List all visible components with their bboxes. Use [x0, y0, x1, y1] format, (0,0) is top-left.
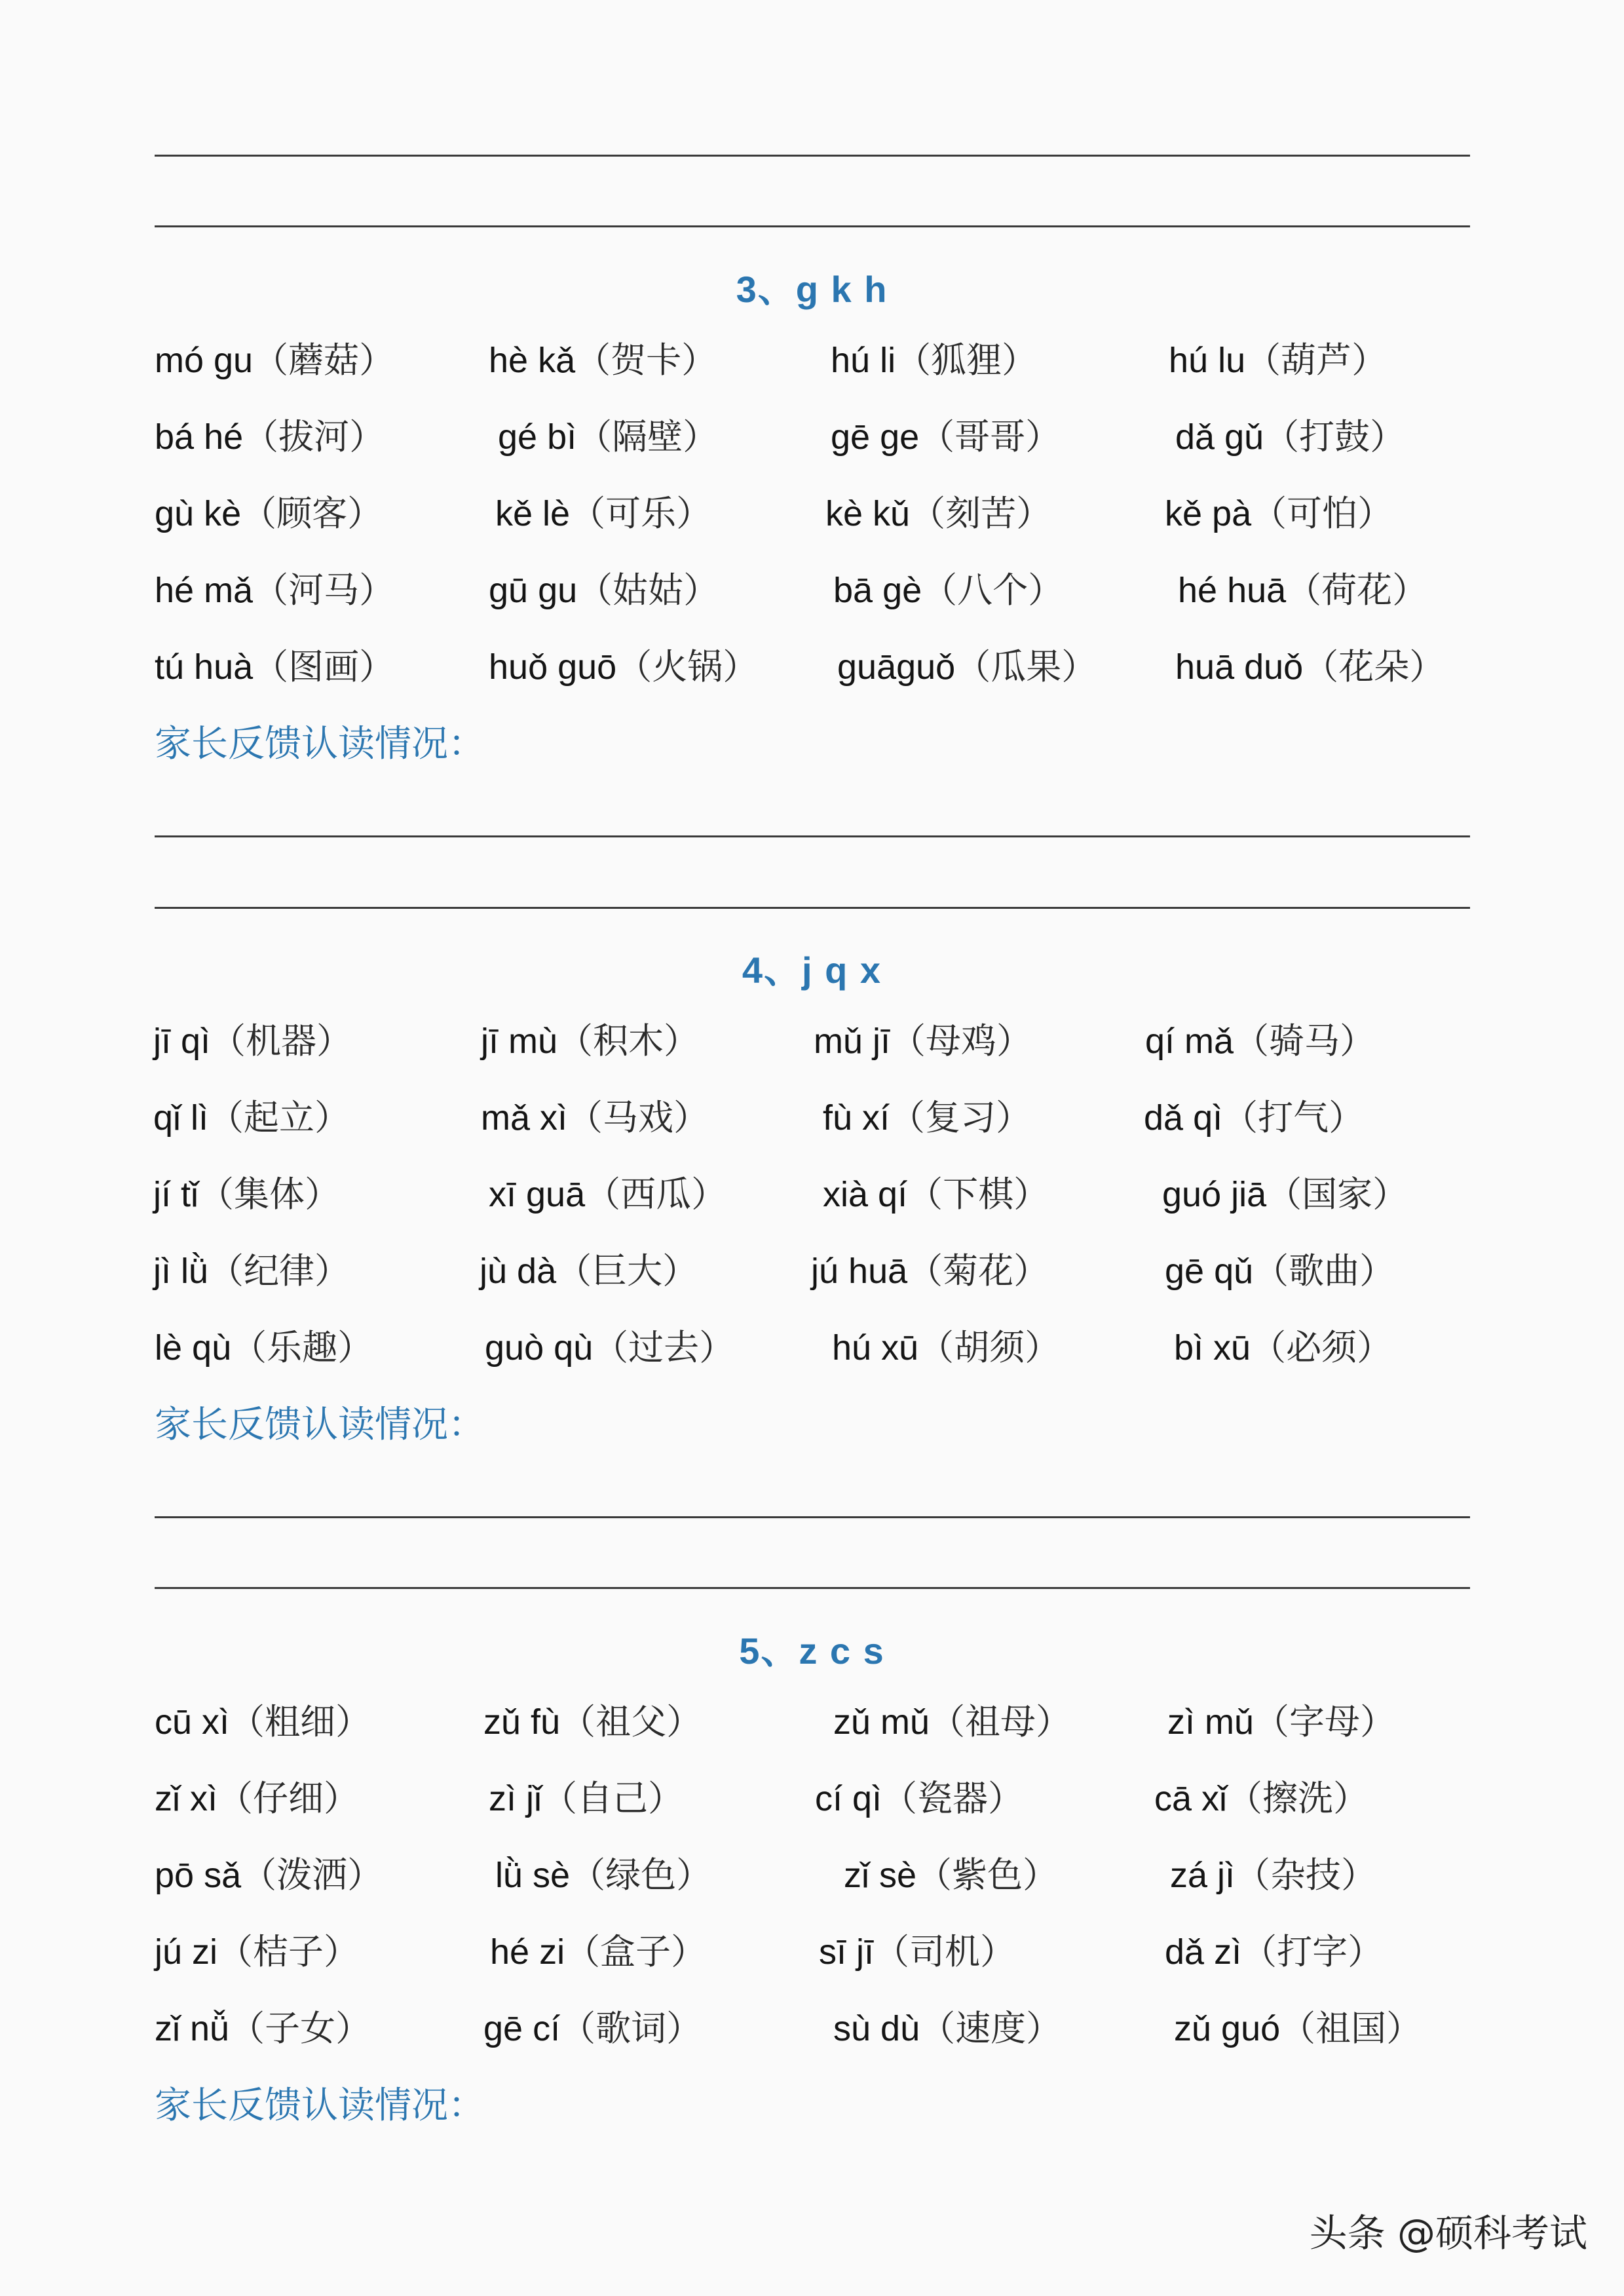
hanzi: （巨大）: [556, 1250, 698, 1292]
word-item: [489, 1772, 683, 1825]
pinyin: zǐ sè: [844, 1856, 917, 1895]
word-row: [0, 1015, 1624, 1067]
word-item: [819, 1926, 1015, 1978]
pinyin: zǐ nǚ: [155, 2009, 230, 2048]
word-row: [0, 1168, 1624, 1221]
writing-line: [155, 835, 1470, 837]
word-item: [155, 564, 394, 617]
word-row: [0, 1772, 1624, 1825]
parent-feedback-label: 家长反馈认读情况：: [155, 723, 485, 765]
hanzi: （乐趣）: [231, 1327, 373, 1368]
pinyin: hè kǎ: [489, 341, 576, 380]
writing-line: [155, 155, 1470, 157]
word-item: [823, 1092, 1031, 1144]
hanzi: （刻苦）: [910, 493, 1052, 534]
pinyin: guó jiā: [1162, 1175, 1267, 1214]
pinyin: gē cí: [483, 2009, 561, 2048]
word-row: [0, 411, 1624, 463]
pinyin: bì xū: [1174, 1328, 1251, 1368]
pinyin: guò qù: [485, 1328, 594, 1368]
word-item: [1154, 1772, 1369, 1825]
word-item: [483, 1696, 702, 1748]
hanzi: （母鸡）: [890, 1020, 1032, 1062]
hanzi: （必须）: [1251, 1327, 1393, 1368]
pinyin: gē ge: [831, 417, 920, 457]
pinyin: mǎ xì: [481, 1098, 568, 1138]
word-row: [0, 564, 1624, 617]
word-item: [825, 488, 1051, 540]
word-item: [490, 1926, 706, 1978]
word-item: [811, 1245, 1049, 1297]
word-item: [1162, 1168, 1408, 1221]
word-item: [155, 1322, 373, 1374]
word-item: [1169, 334, 1387, 387]
section-heading: 4、j q x: [742, 949, 882, 991]
word-item: [481, 1015, 699, 1067]
word-row: [0, 2002, 1624, 2055]
pinyin: gù kè: [155, 494, 242, 533]
word-item: [815, 1772, 1023, 1825]
hanzi: （马戏）: [567, 1097, 709, 1138]
hanzi: （姑姑）: [577, 569, 719, 611]
hanzi: （过去）: [593, 1327, 735, 1368]
hanzi: （胡须）: [918, 1327, 1061, 1368]
hanzi: （河马）: [253, 569, 395, 611]
word-item: [155, 1772, 359, 1825]
word-item: [481, 1092, 709, 1144]
hanzi: （打气）: [1222, 1097, 1365, 1138]
word-item: [1165, 488, 1393, 540]
hanzi: （蘑菇）: [253, 339, 395, 381]
hanzi: （祖国）: [1280, 2008, 1422, 2049]
pinyin: jī mù: [481, 1022, 558, 1061]
word-row: [0, 1849, 1624, 1902]
hanzi: （打鼓）: [1264, 416, 1406, 457]
hanzi: （祖父）: [560, 1701, 702, 1742]
hanzi: （速度）: [920, 2008, 1062, 2049]
word-item: [155, 641, 394, 693]
pinyin: xià qí: [823, 1175, 908, 1214]
hanzi: （泼洒）: [241, 1854, 383, 1896]
hanzi: （杂技）: [1235, 1854, 1377, 1896]
word-item: [1165, 1245, 1395, 1297]
hanzi: （盒子）: [565, 1931, 707, 1972]
hanzi: （仔细）: [217, 1778, 360, 1819]
word-item: [1174, 2002, 1422, 2055]
pinyin: guāguǒ: [837, 647, 956, 687]
hanzi: （西瓜）: [585, 1174, 727, 1215]
hanzi: （花朵）: [1303, 646, 1445, 687]
word-item: [1175, 411, 1405, 463]
word-item: [153, 1092, 350, 1144]
hanzi: （子女）: [229, 2008, 371, 2049]
word-item: [1175, 641, 1445, 693]
hanzi: （骑马）: [1234, 1020, 1376, 1062]
word-item: [155, 411, 385, 463]
hanzi: （顾客）: [241, 493, 383, 534]
pinyin: hú li: [831, 341, 896, 380]
pinyin: sù dù: [833, 2009, 920, 2048]
word-item: [1170, 1849, 1376, 1902]
pinyin: tú huà: [155, 647, 254, 687]
pinyin: dǎ qì: [1144, 1098, 1223, 1138]
pinyin: hé huā: [1178, 571, 1287, 610]
pinyin: kè kǔ: [825, 494, 911, 533]
word-item: [831, 411, 1061, 463]
writing-line: [155, 225, 1470, 227]
hanzi: （隔壁）: [576, 416, 719, 457]
hanzi: （绿色）: [570, 1854, 712, 1896]
hanzi: （复习）: [890, 1097, 1032, 1138]
word-item: [155, 1926, 359, 1978]
word-item: [1174, 1322, 1392, 1374]
pinyin: jí tǐ: [153, 1175, 199, 1214]
hanzi: （葫芦）: [1245, 339, 1388, 381]
hanzi: （八个）: [922, 569, 1064, 611]
hanzi: （歌曲）: [1253, 1250, 1395, 1292]
word-row: [0, 1322, 1624, 1374]
parent-feedback-label: 家长反馈认读情况：: [155, 2084, 485, 2127]
hanzi: （紫色）: [916, 1854, 1059, 1896]
hanzi: （擦洗）: [1227, 1778, 1369, 1819]
pinyin: fù xí: [823, 1098, 890, 1138]
pinyin: kě lè: [495, 494, 571, 533]
word-item: [833, 1696, 1071, 1748]
writing-line: [155, 1516, 1470, 1518]
hanzi: （字母）: [1254, 1701, 1396, 1742]
pinyin: cā xǐ: [1154, 1779, 1228, 1818]
hanzi: （可怕）: [1251, 493, 1393, 534]
word-row: [0, 1245, 1624, 1297]
word-item: [498, 411, 718, 463]
parent-feedback-label: 家长反馈认读情况：: [155, 1404, 485, 1446]
word-row: [0, 1696, 1624, 1748]
word-item: [495, 488, 711, 540]
hanzi: （下棋）: [907, 1174, 1049, 1215]
pinyin: zì mǔ: [1167, 1702, 1255, 1742]
word-item: [1178, 564, 1427, 617]
word-item: [153, 1245, 350, 1297]
pinyin: jì lǜ: [153, 1252, 209, 1291]
hanzi: （纪律）: [208, 1250, 350, 1292]
hanzi: （瓷器）: [882, 1778, 1024, 1819]
pinyin: bá hé: [155, 417, 244, 457]
section-heading: 3、g k h: [736, 269, 888, 310]
hanzi: （荷花）: [1286, 569, 1428, 611]
pinyin: gū gu: [489, 571, 578, 610]
pinyin: zǔ mǔ: [833, 1702, 930, 1742]
hanzi: （自己）: [542, 1778, 683, 1819]
pinyin: mó gu: [155, 341, 254, 380]
pinyin: zǔ guó: [1174, 2009, 1281, 2048]
hanzi: （积木）: [557, 1020, 700, 1062]
writing-line: [155, 907, 1470, 909]
hanzi: （火锅）: [616, 646, 759, 687]
hanzi: （拔河）: [243, 416, 385, 457]
section-heading: 5、z c s: [739, 1630, 885, 1672]
hanzi: （桔子）: [217, 1931, 360, 1972]
word-row: [0, 488, 1624, 540]
word-item: [155, 2002, 371, 2055]
word-item: [831, 334, 1037, 387]
hanzi: （菊花）: [907, 1250, 1049, 1292]
hanzi: （机器）: [210, 1020, 352, 1062]
pinyin: gē qǔ: [1165, 1252, 1254, 1291]
source-watermark: 头条 @硕科考试: [1309, 2211, 1587, 2255]
word-item: [1165, 1926, 1383, 1978]
pinyin: jú zi: [155, 1932, 218, 1972]
word-row: [0, 1092, 1624, 1144]
pinyin: dǎ gǔ: [1175, 417, 1264, 457]
pinyin: hú xū: [832, 1328, 919, 1368]
word-item: [1145, 1015, 1375, 1067]
writing-line: [155, 1587, 1470, 1589]
word-row: [0, 641, 1624, 693]
word-item: [495, 1849, 711, 1902]
word-item: [155, 488, 383, 540]
pinyin: hé mǎ: [155, 571, 254, 610]
pinyin: zǐ xì: [155, 1779, 218, 1818]
pinyin: jī qì: [153, 1022, 211, 1061]
hanzi: （可乐）: [570, 493, 712, 534]
pinyin: cū xì: [155, 1702, 230, 1742]
hanzi: （狐狸）: [896, 339, 1038, 381]
hanzi: （祖母）: [930, 1701, 1072, 1742]
pinyin: hé zi: [490, 1932, 565, 1972]
hanzi: （国家）: [1266, 1174, 1408, 1215]
hanzi: （贺卡）: [575, 339, 717, 381]
pinyin: zì jǐ: [489, 1779, 542, 1818]
pinyin: xī guā: [489, 1175, 586, 1214]
pinyin: sī jī: [819, 1932, 875, 1972]
pinyin: bā gè: [833, 571, 922, 610]
hanzi: （集体）: [198, 1174, 341, 1215]
word-item: [483, 2002, 702, 2055]
pinyin: zá jì: [1170, 1856, 1236, 1895]
word-item: [155, 1696, 371, 1748]
word-item: [833, 564, 1063, 617]
pinyin: cí qì: [815, 1779, 882, 1818]
hanzi: （哥哥）: [919, 416, 1061, 457]
hanzi: （歌词）: [560, 2008, 702, 2049]
word-item: [1144, 1092, 1364, 1144]
word-item: [153, 1168, 340, 1221]
hanzi: （图画）: [253, 646, 395, 687]
hanzi: （司机）: [874, 1931, 1016, 1972]
pinyin: gé bì: [498, 417, 577, 457]
hanzi: （瓜果）: [955, 646, 1097, 687]
pinyin: hú lu: [1169, 341, 1246, 380]
word-item: [844, 1849, 1058, 1902]
pinyin: huǒ guō: [489, 647, 617, 687]
hanzi: （起立）: [208, 1097, 350, 1138]
pinyin: qí mǎ: [1145, 1022, 1234, 1061]
pinyin: zǔ fù: [483, 1702, 561, 1742]
pinyin: huā duǒ: [1175, 647, 1304, 687]
word-item: [814, 1015, 1032, 1067]
pinyin: kě pà: [1165, 494, 1252, 533]
word-item: [153, 1015, 352, 1067]
hanzi: （打字）: [1241, 1931, 1384, 1972]
word-item: [155, 334, 394, 387]
word-row: [0, 1926, 1624, 1978]
word-item: [823, 1168, 1049, 1221]
word-row: [0, 334, 1624, 387]
pinyin: jù dà: [480, 1252, 557, 1291]
word-item: [833, 2002, 1061, 2055]
pinyin: jú huā: [811, 1252, 908, 1291]
word-item: [485, 1322, 734, 1374]
pinyin: lè qù: [155, 1328, 232, 1368]
word-item: [837, 641, 1097, 693]
pinyin: lǜ sè: [495, 1856, 571, 1895]
pinyin: dǎ zì: [1165, 1932, 1242, 1972]
word-item: [489, 1168, 727, 1221]
pinyin: qǐ lì: [153, 1098, 209, 1138]
word-item: [489, 641, 758, 693]
word-item: [489, 334, 717, 387]
word-item: [832, 1322, 1060, 1374]
word-item: [480, 1245, 698, 1297]
word-item: [155, 1849, 383, 1902]
pinyin: pō sǎ: [155, 1856, 242, 1895]
word-item: [1167, 1696, 1395, 1748]
word-item: [489, 564, 719, 617]
pinyin: mǔ jī: [814, 1022, 891, 1061]
hanzi: （粗细）: [229, 1701, 371, 1742]
